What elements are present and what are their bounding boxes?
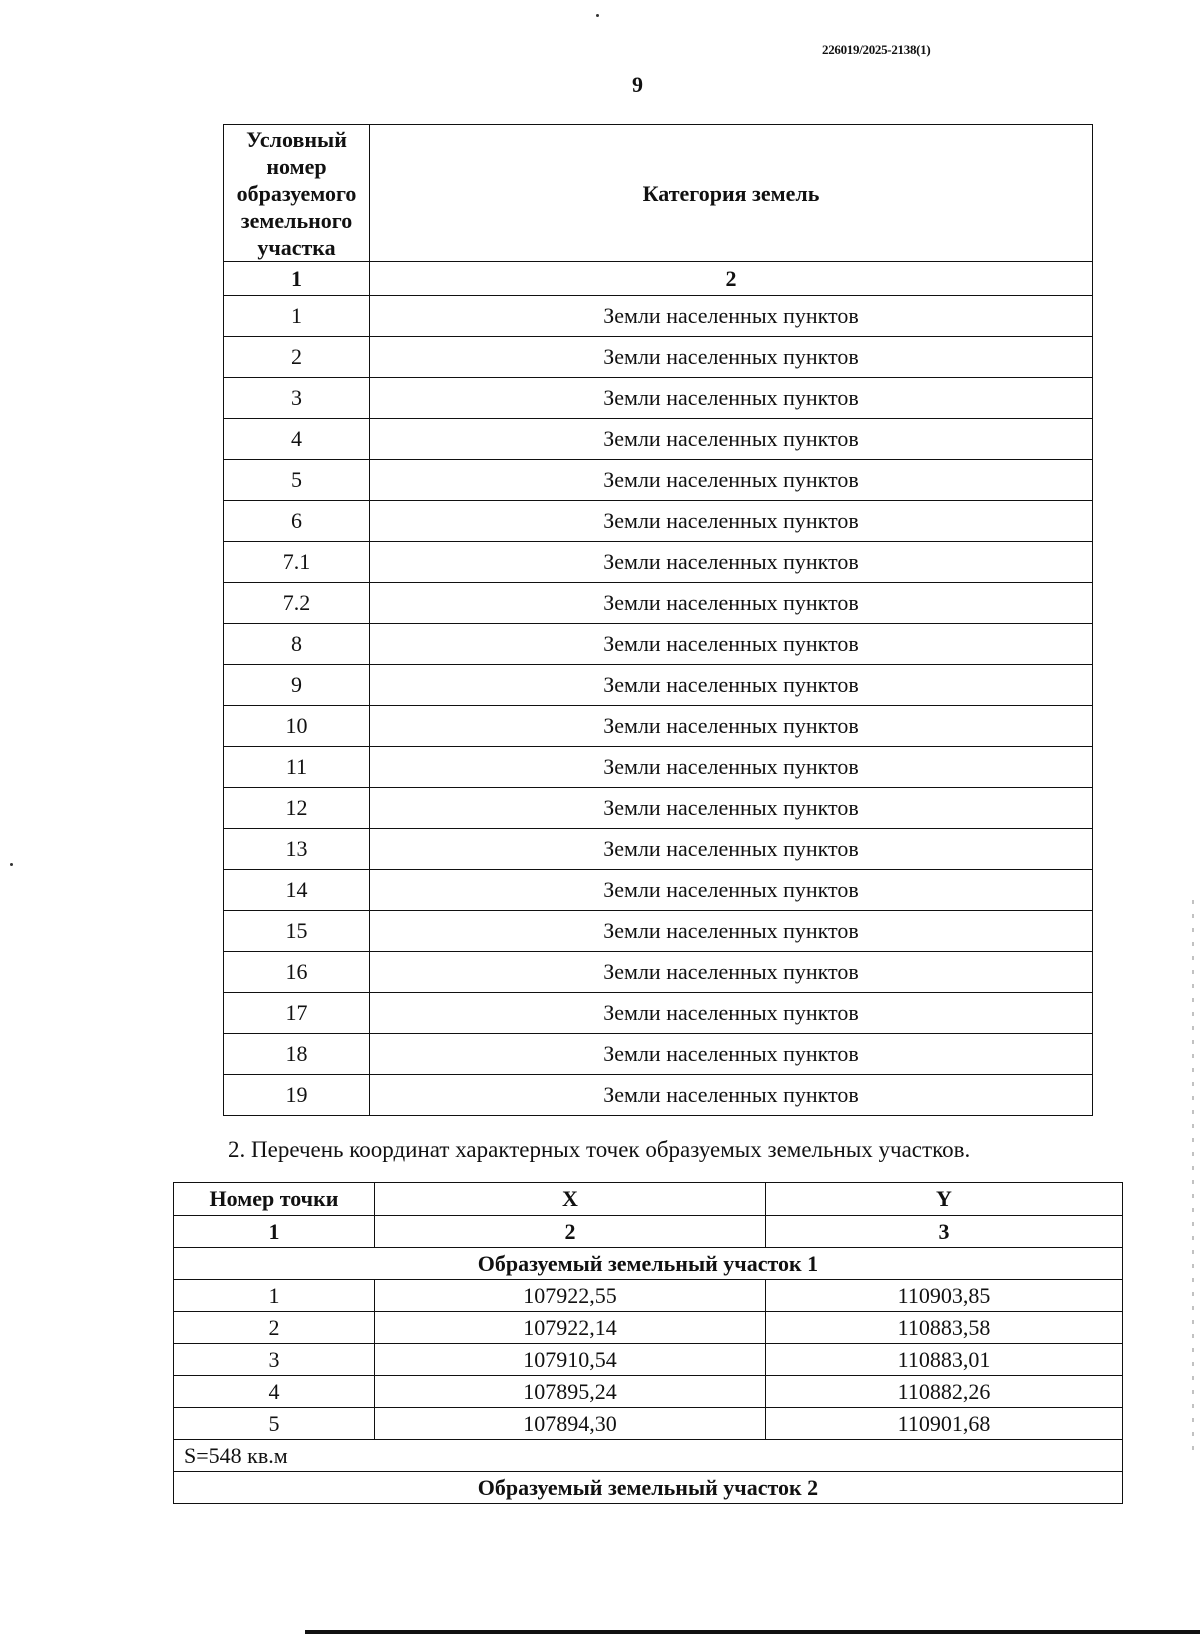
land-category-cell: Земли населенных пунктов	[370, 378, 1093, 419]
land-category-table	[223, 124, 1093, 1116]
header-y: Y	[766, 1183, 1123, 1216]
plot-number-cell: 10	[224, 706, 370, 747]
column-number: 3	[766, 1216, 1123, 1248]
point-y: 110882,26	[766, 1376, 1123, 1408]
coordinates-table	[173, 1182, 1123, 1504]
table-row	[224, 665, 1093, 706]
column-number-row	[174, 1216, 1123, 1248]
point-number: 5	[174, 1408, 375, 1440]
plot-title-row	[174, 1248, 1123, 1280]
point-x: 107894,30	[375, 1408, 766, 1440]
plot-number-cell: 5	[224, 460, 370, 501]
plot-number-cell: 19	[224, 1075, 370, 1116]
point-row	[174, 1344, 1123, 1376]
plot-1-area: S=548 кв.м	[174, 1440, 1123, 1472]
point-x: 107910,54	[375, 1344, 766, 1376]
scan-artifact	[10, 863, 13, 866]
point-x: 107922,55	[375, 1280, 766, 1312]
land-category-cell: Земли населенных пунктов	[370, 624, 1093, 665]
scan-edge-artifact	[1192, 900, 1194, 1460]
plot-number-cell: 6	[224, 501, 370, 542]
plot-title-row	[174, 1472, 1123, 1504]
table-row	[224, 1034, 1093, 1075]
header-land-category: Категория земель	[370, 125, 1093, 262]
land-category-cell: Земли населенных пунктов	[370, 337, 1093, 378]
point-y: 110883,58	[766, 1312, 1123, 1344]
table-row	[224, 952, 1093, 993]
land-category-cell: Земли населенных пунктов	[370, 419, 1093, 460]
plot-2-title: Образуемый земельный участок 2	[174, 1472, 1123, 1504]
table-row	[224, 747, 1093, 788]
table-row	[224, 460, 1093, 501]
plot-number-cell: 11	[224, 747, 370, 788]
table-row	[224, 870, 1093, 911]
table-row	[224, 624, 1093, 665]
land-category-cell: Земли населенных пунктов	[370, 583, 1093, 624]
column-number-row	[224, 262, 1093, 296]
table-row	[224, 911, 1093, 952]
header-row	[174, 1183, 1123, 1216]
plot-number-cell: 7.2	[224, 583, 370, 624]
document-registration-number: 226019/2025-2138(1)	[822, 42, 931, 57]
plot-number-cell: 4	[224, 419, 370, 460]
plot-number-cell: 15	[224, 911, 370, 952]
table-row	[224, 501, 1093, 542]
table-row	[224, 706, 1093, 747]
table-row	[224, 296, 1093, 337]
column-number: 1	[174, 1216, 375, 1248]
table-row	[224, 378, 1093, 419]
table-row	[224, 542, 1093, 583]
plot-number-cell: 13	[224, 829, 370, 870]
land-category-cell: Земли населенных пунктов	[370, 829, 1093, 870]
land-category-cell: Земли населенных пунктов	[370, 870, 1093, 911]
plot-number-cell: 18	[224, 1034, 370, 1075]
point-row	[174, 1408, 1123, 1440]
plot-number-cell: 9	[224, 665, 370, 706]
land-category-cell: Земли населенных пунктов	[370, 1034, 1093, 1075]
point-row	[174, 1280, 1123, 1312]
land-category-cell: Земли населенных пунктов	[370, 993, 1093, 1034]
land-category-cell: Земли населенных пунктов	[370, 665, 1093, 706]
point-number: 3	[174, 1344, 375, 1376]
point-x: 107922,14	[375, 1312, 766, 1344]
land-category-cell: Земли населенных пунктов	[370, 747, 1093, 788]
table-row	[224, 419, 1093, 460]
plot-number-cell: 7.1	[224, 542, 370, 583]
table-row	[224, 993, 1093, 1034]
plot-number-cell: 8	[224, 624, 370, 665]
point-y: 110883,01	[766, 1344, 1123, 1376]
land-category-cell: Земли населенных пунктов	[370, 952, 1093, 993]
land-category-cell: Земли населенных пунктов	[370, 542, 1093, 583]
land-category-cell: Земли населенных пунктов	[370, 788, 1093, 829]
land-category-cell: Земли населенных пунктов	[370, 296, 1093, 337]
point-number: 4	[174, 1376, 375, 1408]
point-y: 110901,68	[766, 1408, 1123, 1440]
scan-bottom-edge	[305, 1630, 1200, 1634]
point-number: 1	[174, 1280, 375, 1312]
point-x: 107895,24	[375, 1376, 766, 1408]
plot-number-cell: 12	[224, 788, 370, 829]
column-number: 1	[224, 262, 370, 296]
table-row	[224, 337, 1093, 378]
header-plot-number: Условный номер образуемого земельного участка	[224, 125, 370, 262]
point-number: 2	[174, 1312, 375, 1344]
page-number: 9	[632, 72, 643, 97]
point-y: 110903,85	[766, 1280, 1123, 1312]
column-number: 2	[370, 262, 1093, 296]
section-2-heading: 2. Перечень координат характерных точек образуемых земельных участков.	[228, 1137, 971, 1162]
area-row	[174, 1440, 1123, 1472]
header-x: X	[375, 1183, 766, 1216]
plot-number-cell: 16	[224, 952, 370, 993]
land-category-cell: Земли населенных пунктов	[370, 1075, 1093, 1116]
point-row	[174, 1376, 1123, 1408]
header-point-number: Номер точки	[174, 1183, 375, 1216]
table-row	[224, 788, 1093, 829]
scan-artifact	[596, 14, 599, 17]
land-category-cell: Земли населенных пунктов	[370, 460, 1093, 501]
point-row	[174, 1312, 1123, 1344]
land-category-cell: Земли населенных пунктов	[370, 911, 1093, 952]
land-category-cell: Земли населенных пунктов	[370, 706, 1093, 747]
column-number: 2	[375, 1216, 766, 1248]
table-row	[224, 1075, 1093, 1116]
table-row	[224, 829, 1093, 870]
plot-number-cell: 3	[224, 378, 370, 419]
table-row	[224, 583, 1093, 624]
plot-number-cell: 17	[224, 993, 370, 1034]
plot-number-cell: 1	[224, 296, 370, 337]
plot-1-title: Образуемый земельный участок 1	[174, 1248, 1123, 1280]
land-category-cell: Земли населенных пунктов	[370, 501, 1093, 542]
plot-number-cell: 2	[224, 337, 370, 378]
plot-number-cell: 14	[224, 870, 370, 911]
